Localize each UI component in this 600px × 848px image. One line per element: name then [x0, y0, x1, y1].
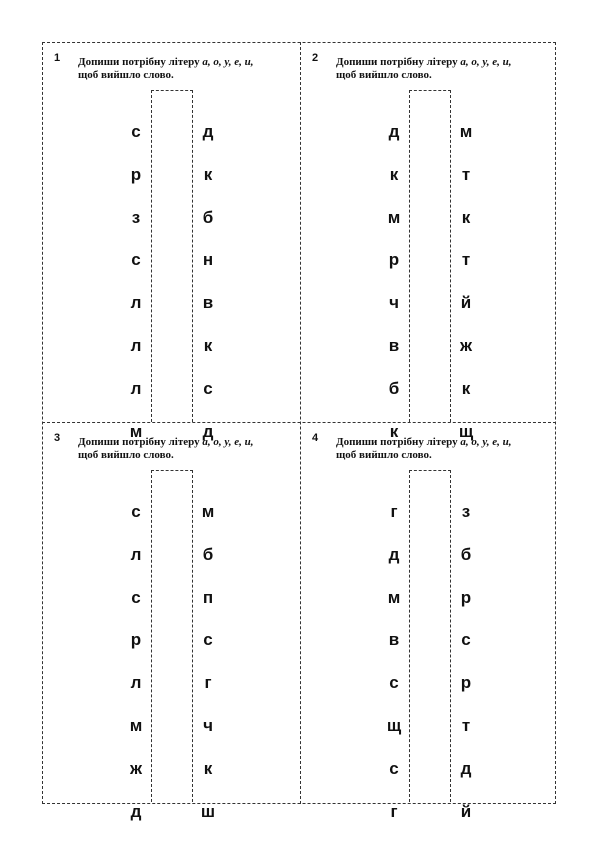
- word-start-letter: с: [131, 250, 141, 269]
- word-end-letter: с: [203, 379, 213, 398]
- word-row: [300, 588, 558, 608]
- word-row: [42, 336, 300, 356]
- exercise-number: 3: [54, 432, 61, 444]
- exercise-card-3: [42, 422, 300, 821]
- word-end-letter: н: [202, 250, 214, 269]
- instruction-prefix: Допиши потрібну літеру: [78, 56, 203, 68]
- word-row: [42, 502, 300, 522]
- word-end-letter: д: [202, 422, 214, 441]
- word-start-letter: в: [388, 630, 400, 649]
- word-end-letter: б: [202, 545, 214, 564]
- word-start-letter: м: [129, 422, 143, 441]
- word-end-letter: к: [203, 165, 213, 184]
- word-start-letter: с: [389, 759, 399, 778]
- exercise-instruction: [336, 436, 551, 462]
- word-end-letter: б: [202, 208, 214, 227]
- word-start-letter: л: [130, 545, 142, 564]
- instruction-suffix: щоб вийшло слово.: [336, 449, 432, 461]
- word-start-letter: к: [389, 165, 399, 184]
- word-start-letter: с: [131, 588, 141, 607]
- word-row: [300, 502, 558, 522]
- word-start-letter: к: [389, 422, 399, 441]
- word-end-letter: т: [461, 250, 471, 269]
- exercise-card-2: [300, 42, 558, 441]
- word-end-letter: ч: [203, 716, 213, 735]
- word-end-letter: к: [461, 208, 471, 227]
- word-row: [300, 379, 558, 399]
- word-end-letter: в: [202, 293, 214, 312]
- word-start-letter: в: [388, 336, 400, 355]
- word-start-letter: л: [130, 336, 142, 355]
- word-start-letter: щ: [386, 716, 402, 735]
- word-end-letter: р: [460, 588, 472, 607]
- instruction-suffix: щоб вийшло слово.: [78, 449, 174, 461]
- word-end-letter: с: [461, 630, 471, 649]
- word-row: [300, 122, 558, 142]
- instruction-prefix: Допиши потрібну літеру: [336, 436, 461, 448]
- word-end-letter: ш: [200, 802, 216, 821]
- word-start-letter: л: [130, 379, 142, 398]
- word-row: [42, 293, 300, 313]
- word-end-letter: щ: [458, 422, 474, 441]
- word-end-letter: м: [459, 122, 473, 141]
- word-row: [300, 336, 558, 356]
- word-start-letter: м: [129, 716, 143, 735]
- instruction-prefix: Допиши потрібну літеру: [336, 56, 461, 68]
- word-start-letter: р: [130, 630, 142, 649]
- exercise-number: 4: [312, 432, 319, 444]
- word-start-letter: л: [130, 673, 142, 692]
- word-start-letter: д: [388, 122, 400, 141]
- instruction-suffix: щоб вийшло слово.: [78, 69, 174, 81]
- word-end-letter: м: [201, 502, 215, 521]
- word-end-letter: р: [460, 673, 472, 692]
- word-row: [300, 802, 558, 822]
- word-end-letter: с: [203, 630, 213, 649]
- word-end-letter: п: [202, 588, 214, 607]
- word-row: [42, 716, 300, 736]
- word-end-letter: б: [460, 545, 472, 564]
- word-start-letter: л: [130, 293, 142, 312]
- word-end-letter: к: [203, 336, 213, 355]
- word-row: [300, 759, 558, 779]
- exercise-number: 2: [312, 52, 319, 64]
- word-start-letter: ж: [129, 759, 143, 778]
- word-start-letter: г: [390, 802, 398, 821]
- word-row: [42, 379, 300, 399]
- word-start-letter: д: [130, 802, 142, 821]
- word-end-letter: й: [460, 293, 472, 312]
- word-start-letter: г: [390, 502, 398, 521]
- instruction-vowels: а, о, у, е, и,: [202, 436, 254, 448]
- word-row: [300, 250, 558, 270]
- word-start-letter: с: [131, 122, 141, 141]
- word-row: [42, 630, 300, 650]
- word-end-letter: з: [461, 502, 471, 521]
- word-end-letter: д: [202, 122, 214, 141]
- word-row: [300, 293, 558, 313]
- word-end-letter: к: [203, 759, 213, 778]
- exercise-instruction: [78, 56, 293, 82]
- instruction-suffix: щоб вийшло слово.: [336, 69, 432, 81]
- exercise-number: 1: [54, 52, 61, 64]
- word-row: [42, 802, 300, 822]
- exercise-card-1: [42, 42, 300, 441]
- word-row: [42, 122, 300, 142]
- exercise-instruction: [336, 56, 551, 82]
- instruction-vowels: а, о, у, е, и,: [202, 56, 254, 68]
- word-start-letter: ч: [389, 293, 399, 312]
- word-start-letter: с: [131, 502, 141, 521]
- word-start-letter: з: [131, 208, 141, 227]
- word-start-letter: с: [389, 673, 399, 692]
- word-row: [300, 716, 558, 736]
- word-row: [42, 588, 300, 608]
- word-start-letter: р: [388, 250, 400, 269]
- word-start-letter: м: [387, 588, 401, 607]
- word-start-letter: р: [130, 165, 142, 184]
- word-start-letter: м: [387, 208, 401, 227]
- word-end-letter: д: [460, 759, 472, 778]
- exercise-card-4: [300, 422, 558, 821]
- word-row: [42, 673, 300, 693]
- word-row: [42, 545, 300, 565]
- word-row: [300, 630, 558, 650]
- word-row: [42, 759, 300, 779]
- word-row: [300, 208, 558, 228]
- instruction-prefix: Допиши потрібну літеру: [78, 436, 203, 448]
- word-end-letter: к: [461, 379, 471, 398]
- word-end-letter: т: [461, 165, 471, 184]
- word-end-letter: г: [204, 673, 212, 692]
- word-end-letter: ж: [459, 336, 473, 355]
- instruction-vowels: а, о, у, е, и,: [460, 436, 512, 448]
- word-end-letter: т: [461, 716, 471, 735]
- word-row: [300, 545, 558, 565]
- instruction-vowels: а, о, у, е, и,: [460, 56, 512, 68]
- word-row: [300, 165, 558, 185]
- word-row: [42, 250, 300, 270]
- word-start-letter: д: [388, 545, 400, 564]
- word-row: [42, 208, 300, 228]
- exercise-instruction: [78, 436, 293, 462]
- word-row: [300, 673, 558, 693]
- word-end-letter: й: [460, 802, 472, 821]
- word-start-letter: б: [388, 379, 400, 398]
- word-row: [42, 165, 300, 185]
